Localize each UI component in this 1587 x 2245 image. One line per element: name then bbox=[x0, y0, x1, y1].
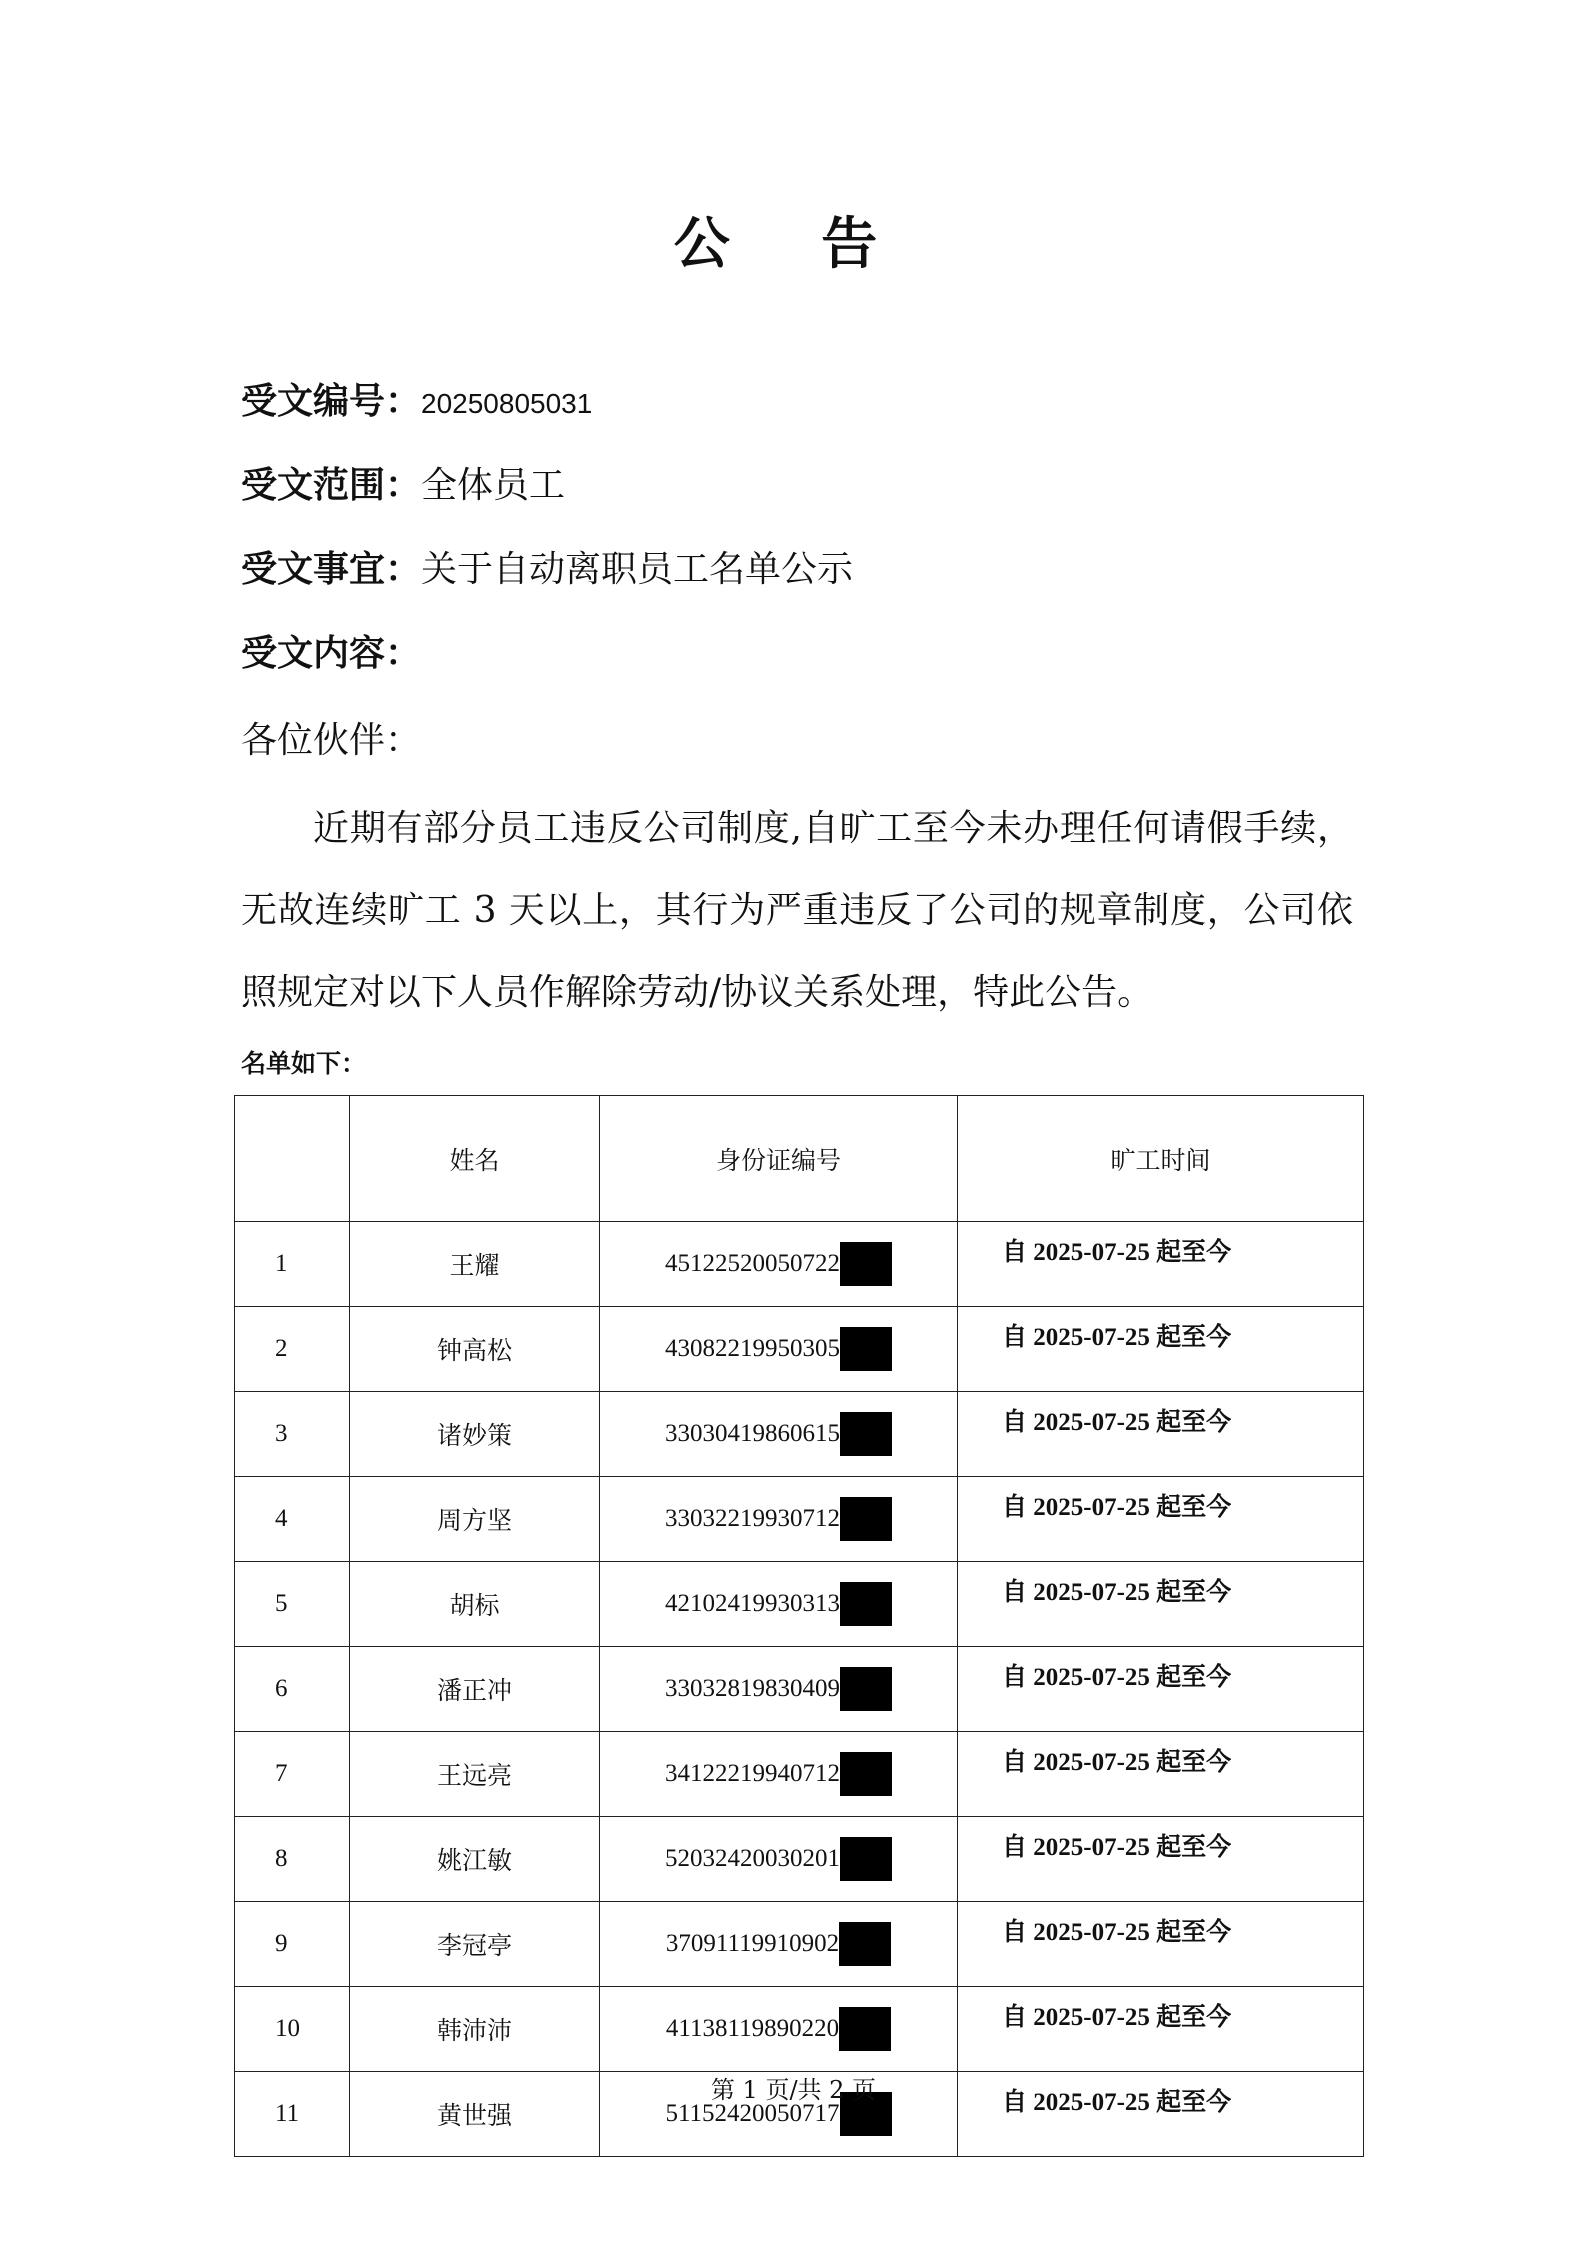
row-id-cell bbox=[600, 1307, 958, 1392]
field-scope bbox=[241, 462, 565, 510]
row-name: 黄世强 bbox=[350, 2072, 600, 2157]
redaction-block bbox=[840, 1242, 892, 1286]
row-absence-time: 自 2025-07-25 起至今 bbox=[958, 1307, 1364, 1392]
field-label: 受文内容： bbox=[241, 633, 422, 674]
row-index: 10 bbox=[235, 1987, 350, 2072]
row-id-cell bbox=[600, 1987, 958, 2072]
redaction-block bbox=[840, 1752, 892, 1796]
row-absence-time: 自 2025-07-25 起至今 bbox=[958, 1647, 1364, 1732]
row-id-number: 37091119910902 bbox=[665, 1930, 840, 1957]
row-id-cell bbox=[600, 1732, 958, 1817]
header-absence-time: 旷工时间 bbox=[958, 1096, 1364, 1222]
row-name: 姚江敏 bbox=[350, 1817, 600, 1902]
row-name: 韩沛沛 bbox=[350, 1987, 600, 2072]
row-index: 1 bbox=[235, 1222, 350, 1307]
redaction-block bbox=[840, 1497, 892, 1541]
redaction-block bbox=[840, 1837, 892, 1881]
row-index: 7 bbox=[235, 1732, 350, 1817]
row-absence-time: 自 2025-07-25 起至今 bbox=[958, 1817, 1364, 1902]
body-paragraph: 近期有部分员工违反公司制度,自旷工至今未办理任何请假手续，无故连续旷工 3 天以上，其行为严重违反了公司的规章制度，公司依照规定对以下人员作解除劳动/协议关系处理，特此公告。 bbox=[241, 808, 1353, 1013]
row-absence-time: 自 2025-07-25 起至今 bbox=[958, 1477, 1364, 1562]
redaction-block bbox=[840, 1412, 892, 1456]
row-index: 6 bbox=[235, 1647, 350, 1732]
row-id-number: 33030419860615 bbox=[665, 1420, 840, 1447]
row-name: 王远亮 bbox=[350, 1732, 600, 1817]
row-name: 诸妙策 bbox=[350, 1392, 600, 1477]
field-content bbox=[241, 630, 421, 678]
document-title: 公 告 bbox=[673, 212, 914, 277]
page-footer: 第 1 页/共 2 页 bbox=[710, 2076, 877, 2104]
list-label: 名单如下： bbox=[241, 1049, 367, 1078]
header-id-number: 身份证编号 bbox=[600, 1096, 958, 1222]
table-row bbox=[235, 1817, 1364, 1902]
row-name: 钟高松 bbox=[350, 1307, 600, 1392]
table-header-row bbox=[235, 1096, 1364, 1222]
field-value: 关于自动离职员工名单公示 bbox=[421, 549, 854, 590]
row-absence-time: 自 2025-07-25 起至今 bbox=[958, 1392, 1364, 1477]
row-id-number: 34122219940712 bbox=[665, 1760, 840, 1787]
row-id-number: 41138119890220 bbox=[665, 2015, 840, 2042]
field-matter bbox=[241, 546, 853, 594]
redaction-block bbox=[840, 1667, 892, 1711]
header-name: 姓名 bbox=[350, 1096, 600, 1222]
row-index: 8 bbox=[235, 1817, 350, 1902]
table-row bbox=[235, 1902, 1364, 1987]
row-id-number: 52032420030201 bbox=[665, 1845, 840, 1872]
row-id-cell bbox=[600, 1222, 958, 1307]
row-index: 2 bbox=[235, 1307, 350, 1392]
field-value: 20250805031 bbox=[421, 388, 593, 419]
table-row bbox=[235, 1732, 1364, 1817]
field-label: 受文编号： bbox=[241, 381, 422, 422]
row-absence-time: 自 2025-07-25 起至今 bbox=[958, 1222, 1364, 1307]
row-index: 3 bbox=[235, 1392, 350, 1477]
header-index bbox=[235, 1096, 350, 1222]
row-name: 周方坚 bbox=[350, 1477, 600, 1562]
row-id-cell bbox=[600, 1647, 958, 1732]
row-index: 4 bbox=[235, 1477, 350, 1562]
row-absence-time: 自 2025-07-25 起至今 bbox=[958, 1902, 1364, 1987]
row-index: 11 bbox=[235, 2072, 350, 2157]
row-id-cell bbox=[600, 1902, 958, 1987]
redaction-block bbox=[839, 1922, 891, 1966]
row-name: 王耀 bbox=[350, 1222, 600, 1307]
row-absence-time: 自 2025-07-25 起至今 bbox=[958, 2072, 1364, 2157]
field-document-number bbox=[241, 378, 592, 428]
row-id-number: 45122520050722 bbox=[665, 1250, 840, 1277]
row-absence-time: 自 2025-07-25 起至今 bbox=[958, 1987, 1364, 2072]
row-name: 李冠亭 bbox=[350, 1902, 600, 1987]
field-label: 受文范围： bbox=[241, 465, 422, 506]
row-name: 潘正冲 bbox=[350, 1647, 600, 1732]
table-row bbox=[235, 1307, 1364, 1392]
field-label: 受文事宜： bbox=[241, 549, 422, 590]
row-id-number: 33032819830409 bbox=[665, 1675, 840, 1702]
table-row bbox=[235, 1222, 1364, 1307]
greeting: 各位伙伴： bbox=[241, 720, 422, 761]
table-row bbox=[235, 1392, 1364, 1477]
row-id-cell bbox=[600, 1477, 958, 1562]
table-row bbox=[235, 1987, 1364, 2072]
row-id-cell bbox=[600, 1562, 958, 1647]
row-id-cell bbox=[600, 1392, 958, 1477]
redaction-block bbox=[840, 1582, 892, 1626]
redaction-block bbox=[840, 1327, 892, 1371]
redaction-block bbox=[839, 2007, 891, 2051]
row-id-number: 51152420050717 bbox=[665, 2100, 840, 2127]
dismissal-table bbox=[234, 1095, 1364, 2157]
row-index: 5 bbox=[235, 1562, 350, 1647]
row-absence-time: 自 2025-07-25 起至今 bbox=[958, 1562, 1364, 1647]
row-absence-time: 自 2025-07-25 起至今 bbox=[958, 1732, 1364, 1817]
table-row bbox=[235, 1562, 1364, 1647]
row-index: 9 bbox=[235, 1902, 350, 1987]
row-id-cell bbox=[600, 1817, 958, 1902]
row-id-number: 33032219930712 bbox=[665, 1505, 840, 1532]
table-row bbox=[235, 1477, 1364, 1562]
row-id-number: 42102419930313 bbox=[665, 1590, 840, 1617]
row-id-number: 43082219950305 bbox=[665, 1335, 840, 1362]
field-value: 全体员工 bbox=[421, 465, 566, 506]
row-name: 胡标 bbox=[350, 1562, 600, 1647]
table-row bbox=[235, 1647, 1364, 1732]
